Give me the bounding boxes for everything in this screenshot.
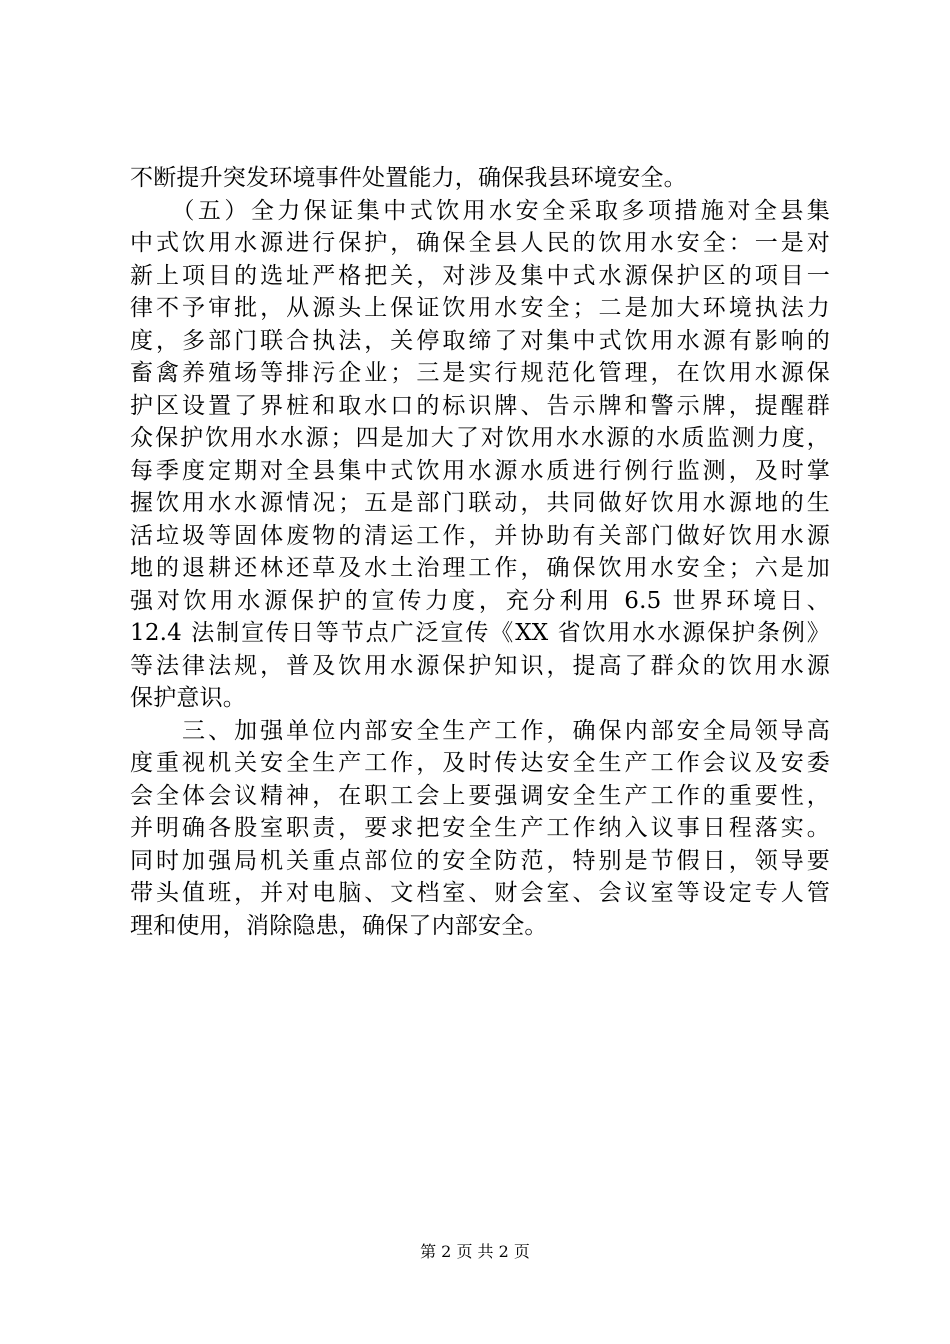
text-line: 度，多部门联合执法，关停取缔了对集中式饮用水源有影响的 [130, 327, 830, 354]
text-line: 理和使用，消除隐患，确保了内部安全。 [130, 912, 548, 939]
text-line: 新上项目的选址严格把关，对涉及集中式水源保护区的项目一 [130, 262, 830, 289]
text-line: 强对饮用水源保护的宣传力度，充分利用 6.5 世界环境日、 [130, 587, 830, 614]
text-line: 保护意识。 [130, 685, 246, 711]
text-line: 地的退耕还林还草及水土治理工作，确保饮用水安全；六是加 [130, 555, 830, 581]
document-body [130, 162, 830, 942]
text-line: 活垃圾等固体废物的清运工作，并协助有关部门做好饮用水源 [130, 522, 830, 549]
text-line: 同时加强局机关重点部位的安全防范，特别是节假日，领导要 [130, 847, 830, 874]
text-line: 律不予审批，从源头上保证饮用水安全；二是加大环境执法力 [130, 295, 830, 321]
text-line: 三、加强单位内部安全生产工作，确保内部安全局领导高 [130, 717, 830, 744]
text-line: 每季度定期对全县集中式饮用水源水质进行例行监测，及时掌 [130, 457, 830, 484]
page-number: 第 2 页 共 2 页 [420, 1242, 530, 1261]
text-line: （五）全力保证集中式饮用水安全采取多项措施对全县集 [130, 197, 830, 224]
text-line: 会全体会议精神，在职工会上要强调安全生产工作的重要性， [130, 782, 830, 809]
text-line: 度重视机关安全生产工作，及时传达安全生产工作会议及安委 [130, 750, 830, 776]
text-line: 众保护饮用水水源；四是加大了对饮用水水源的水质监测力度， [130, 425, 830, 451]
text-line: 畜禽养殖场等排污企业；三是实行规范化管理，在饮用水源保 [130, 360, 830, 386]
text-line: 中式饮用水源进行保护，确保全县人民的饮用水安全：一是对 [130, 230, 830, 256]
text-line: 不断提升突发环境事件处置能力，确保我县环境安全。 [130, 165, 687, 191]
text-line: 带头值班，并对电脑、文档室、财会室、会议室等设定专人管 [130, 880, 830, 906]
text-line: 12.4 法制宣传日等节点广泛宣传《XX 省饮用水水源保护条例》 [130, 620, 830, 646]
page-footer [0, 1242, 950, 1262]
text-line: 等法律法规，普及饮用水源保护知识，提高了群众的饮用水源 [130, 652, 830, 679]
text-line: 握饮用水水源情况；五是部门联动，共同做好饮用水源地的生 [130, 490, 830, 516]
text-line: 护区设置了界桩和取水口的标识牌、告示牌和警示牌，提醒群 [130, 392, 830, 419]
text-line: 并明确各股室职责，要求把安全生产工作纳入议事日程落实。 [130, 815, 830, 841]
